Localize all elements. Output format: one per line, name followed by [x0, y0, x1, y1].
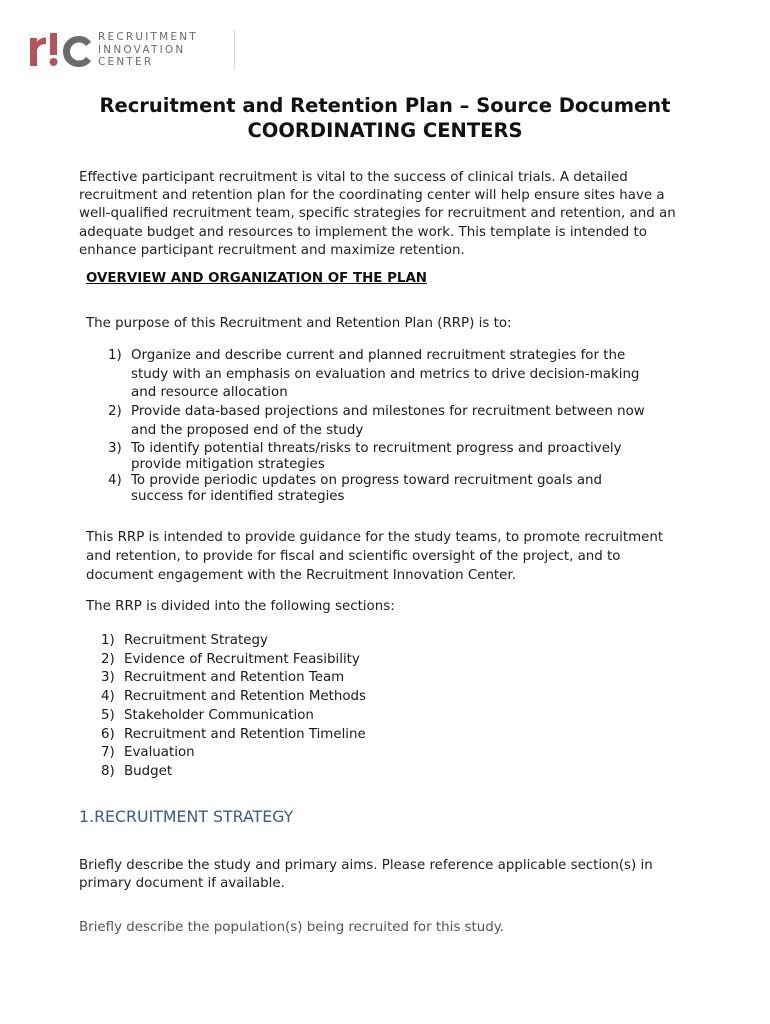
list-number: 2) — [108, 404, 122, 419]
list-item — [108, 403, 648, 440]
document-title — [0, 93, 770, 143]
logo-line: RECRUITMENT — [98, 31, 198, 43]
list-number: 3) — [101, 670, 115, 686]
list-item — [101, 669, 366, 688]
rrp-paragraph: This RRP is intended to provide guidance for the study teams, to promote recruitment and retention, to provide for fiscal and scientific oversight of the project, and to document engagement with the Recruitment Innovation Center. — [86, 530, 664, 583]
intro-paragraph: Effective participant recruitment is vital to the success of clinical trials. A detailed recruitment and retention plan for the coordinating center will help ensure sites have a well-qualified recruitment team, specific strategies for recruitment and retention, and an adequate budget and resources to implement the work. This template is intended to enhance participant recruitment and maximize retention. — [79, 170, 676, 258]
list-item — [101, 707, 366, 726]
list-text: Recruitment and Retention Methods — [124, 689, 367, 705]
list-item — [101, 651, 366, 670]
section-1-heading: 1.RECRUITMENT STRATEGY — [79, 807, 294, 826]
list-number: 5) — [101, 707, 115, 723]
list-text: Evidence of Recruitment Feasibility — [124, 651, 360, 667]
ric-logo-wordmark — [98, 31, 198, 69]
purpose-intro: The purpose of this Recruitment and Retention Plan (RRP) is to: — [86, 316, 512, 331]
list-item — [101, 726, 366, 745]
list-item — [101, 744, 366, 763]
sections-list — [101, 632, 366, 782]
section-1-prompt-study: Briefly describe the study and primary aims. Please reference applicable section(s) in primary document if available. — [79, 858, 653, 892]
list-text: Stakeholder Communication — [124, 707, 314, 723]
logo-divider — [234, 30, 235, 70]
list-number: 8) — [101, 763, 115, 779]
section-1-prompt-population: Briefly describe the population(s) being recruited for this study. — [79, 920, 505, 935]
list-item — [101, 763, 366, 782]
list-number: 1) — [101, 633, 115, 648]
list-item — [108, 347, 648, 403]
list-number: 3) — [108, 440, 122, 456]
list-text: Evaluation — [124, 745, 195, 761]
title-line-2: COORDINATING CENTERS — [247, 119, 523, 142]
overview-heading: OVERVIEW AND ORGANIZATION OF THE PLAN — [86, 271, 428, 286]
list-number: 1) — [108, 348, 122, 363]
list-number: 6) — [101, 726, 115, 742]
list-text: Recruitment and Retention Team — [124, 670, 345, 686]
list-text: To identify potential threats/risks to recruitment progress and proactively provide mitigation strategies — [131, 440, 622, 472]
ric-logo-mark-icon — [28, 30, 94, 70]
logo-line: INNOVATION — [98, 43, 186, 56]
list-text: Recruitment Strategy — [124, 633, 268, 648]
list-number: 4) — [108, 473, 122, 488]
list-number: 2) — [101, 651, 115, 667]
logo-line: CENTER — [98, 56, 154, 68]
list-number: 7) — [101, 745, 115, 761]
purpose-list — [108, 347, 648, 505]
list-text: To provide periodic updates on progress toward recruitment goals and success for identified strategies — [131, 473, 603, 504]
list-text: Organize and describe current and planned recruitment strategies for the study with an emphasis on evaluation and metrics to drive decision-making and resource allocation — [131, 348, 640, 400]
sections-intro: The RRP is divided into the following sections: — [86, 599, 395, 614]
list-item — [108, 473, 648, 505]
list-number: 4) — [101, 689, 115, 705]
list-text: Budget — [124, 763, 173, 779]
list-item — [108, 441, 648, 473]
title-line-1: Recruitment and Retention Plan – Source Document — [99, 94, 671, 117]
list-text: Provide data-based projections and milestones for recruitment between now and the proposed end of the study — [131, 404, 645, 438]
list-text: Recruitment and Retention Timeline — [124, 726, 366, 742]
list-item — [101, 632, 366, 651]
list-item — [101, 688, 366, 707]
